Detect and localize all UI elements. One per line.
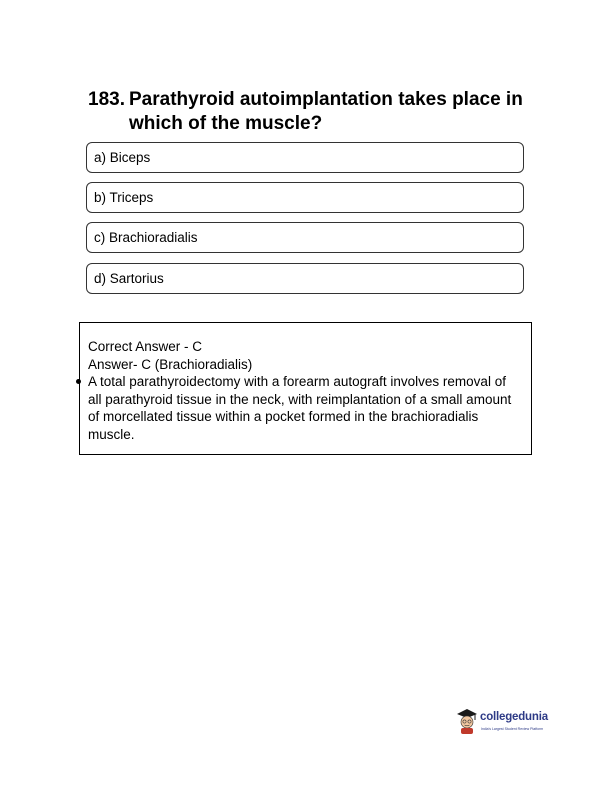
option-b[interactable] — [86, 182, 524, 213]
logo-wordmark: collegedunia — [480, 711, 548, 723]
explanation-text: A total parathyroidectomy with a forearm autograft involves removal of all parathyroid tissue in the neck, with reimplantation of a small amount of morcellated tissue within a pocket formed in the brachioradialis muscle. — [88, 374, 512, 442]
explanation-item — [88, 373, 523, 443]
question-text: Parathyroid autoimplantation takes place in which of the muscle? — [129, 89, 523, 134]
option-d[interactable] — [86, 263, 524, 294]
collegedunia-logo — [456, 705, 562, 739]
correct-answer: Correct Answer - C — [88, 339, 203, 354]
mascot-icon — [456, 707, 478, 735]
option-label: c) Brachioradialis — [94, 230, 198, 245]
option-c[interactable] — [86, 222, 524, 253]
option-label: b) Triceps — [94, 190, 154, 205]
answer-box — [79, 322, 532, 455]
bullet-icon — [76, 379, 81, 384]
logo-tagline: India's Largest Student Review Platform — [481, 727, 544, 731]
option-a[interactable] — [86, 142, 524, 173]
question-number: 183. — [88, 89, 125, 110]
option-label: d) Sartorius — [94, 271, 164, 286]
answer-detail: Answer- C (Brachioradialis) — [88, 356, 253, 372]
option-label: a) Biceps — [94, 150, 151, 165]
question-heading — [88, 88, 538, 136]
